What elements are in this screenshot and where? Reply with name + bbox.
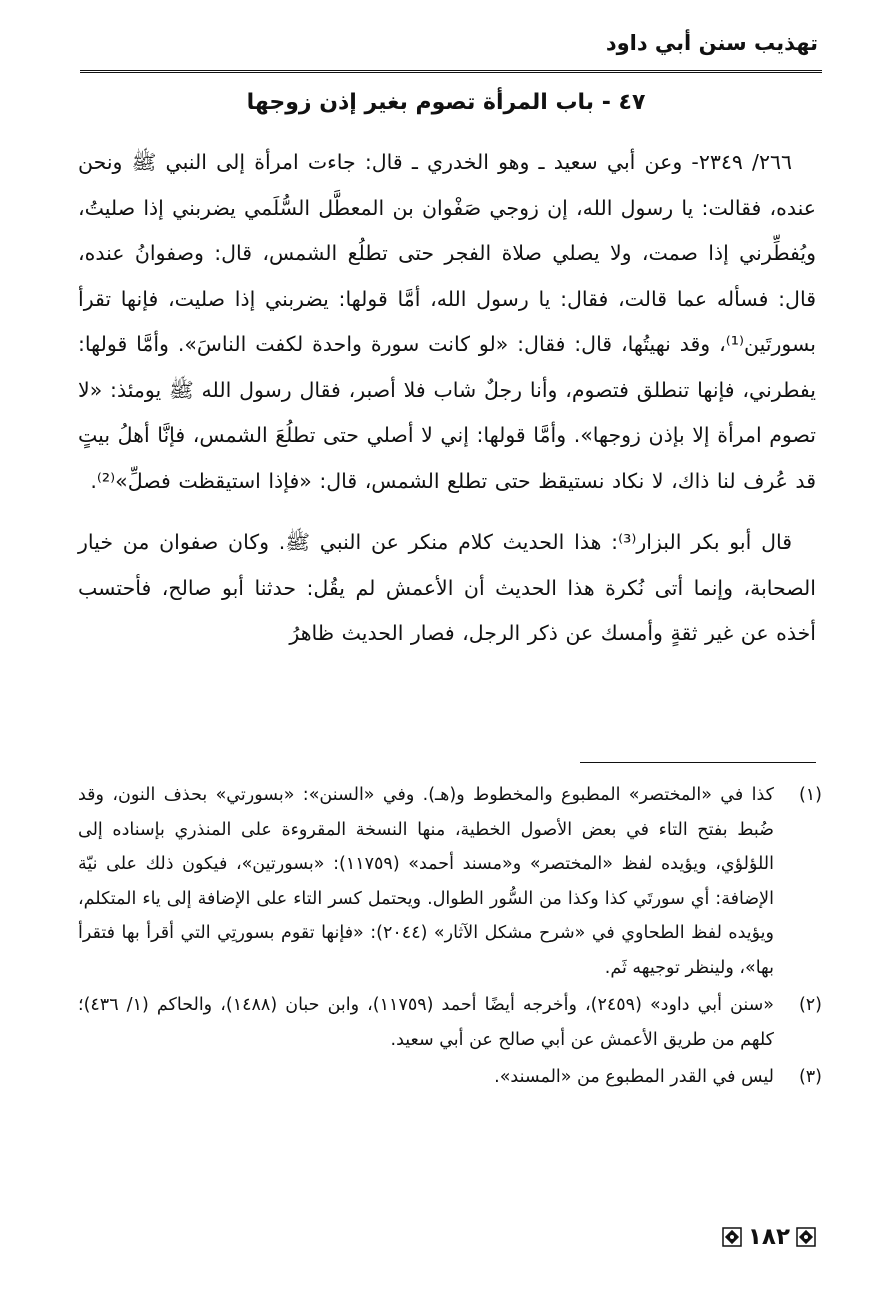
- ornament-icon: [722, 1227, 742, 1247]
- page-folio: [722, 1222, 816, 1252]
- commentary-paragraph: قال أبو بكر البزار⁽³⁾: هذا الحديث كلام منكر عن النبي ﷺ. وكان صفوان من خيار الصحابة، وإنما أتى نُكرة هذا الحديث أن الأعمش لم يقُل: حدثنا أبو صالح، فأحتسب أخذه عن غير ثقةٍ وأمسك عن ذكر الرجل، فصار الحديث ظاهرُ: [78, 530, 816, 645]
- hadith-paragraph: ٢٦٦/ ٢٣٤٩- وعن أبي سعيد ـ وهو الخدري ـ قال: جاءت امرأة إلى النبي ﷺ ونحن عنده، فقالت: يا رسول الله، إن زوجي صَفْوان بن المعطَّل السُّلَمي يضربني إذا صليتُ، ويُفطِّرني إذا صمت، ولا يصلي صلاة الفجر حتى تطلُع الشمس، قال: وصفوانُ عنده، قال: فسأله عما قالت، فقال: يا رسول الله، أمَّا قولها: يضربني إذا صليت، فإنها تقرأ بسورتَين⁽¹⁾، وقد نهيتُها، قال: فقال: «لو كانت سورة واحدة لكفت الناسَ». وأمَّا قولها: يفطرني، فإنها تنطلق فتصوم، وأنا رجلٌ شاب فلا أصبر، فقال رسول الله ﷺ يومئذ: «لا تصوم امرأة إلا بإذن زوجها». وأمَّا قولها: إني لا أصلي حتى تطلُعَ الشمس، فإنَّا أهلُ بيتٍ قد عُرف لنا ذاك، لا نكاد نستيقظ حتى تطلع الشمس، قال: «فإذا استيقظت فصلِّ»⁽²⁾.: [78, 150, 816, 493]
- footnote-3: [78, 1060, 822, 1095]
- footnote-number: (٢): [798, 995, 822, 1015]
- footnote-text: «سنن أبي داود» (٢٤٥٩)، وأخرجه أيضًا أحمد (١١٧٥٩)، وابن حبان (١٤٨٨)، والحاكم (١/ ٤٣٦)؛ كلهم من طريق الأعمش عن أبي صالح عن أبي سعيد.: [78, 995, 775, 1050]
- header-rule: [80, 70, 822, 73]
- footnote-2: [78, 988, 822, 1057]
- main-text: [78, 140, 816, 657]
- chapter-heading: ٤٧ - باب المرأة تصوم بغير إذن زوجها: [246, 90, 646, 115]
- footnotes: [78, 778, 822, 1095]
- footnote-rule: [580, 762, 816, 763]
- footnote-number: (١): [798, 785, 822, 805]
- page-number: ١٨٢: [747, 1224, 790, 1250]
- ornament-icon: [796, 1227, 816, 1247]
- footnote-1: [78, 778, 822, 985]
- footnote-text: ليس في القدر المطبوع من «المسند».: [494, 1067, 774, 1087]
- footnote-number: (٣): [798, 1067, 822, 1087]
- footnote-text: كذا في «المختصر» المطبوع والمخطوط و(هـ). وفي «السنن»: «بسورتي» بحذف النون، وقد ضُبط بفتح التاء في بعض الأصول الخطية، منها النسخة المقروءة على المنذري بإسناده إلى اللؤلؤي، ويؤيده لفظ «المختصر» و«مسند أحمد» (١١٧٥٩): «بسورتين»، فيكون ذلك على نيّة الإضافة: أي سورتَي كذا وكذا من السُّور الطوال. ويحتمل كسر التاء على الإضافة إلى ياء المتكلم، ويؤيده لفظ الطحاوي في «شرح مشكل الآثار» (٢٠٤٤): «فإنها تقوم بسورتِي التي أقرأ بها فتقرأ بها»، ولينظر توجيهه ثَم.: [78, 785, 774, 978]
- running-head-title: تهذيب سنن أبي داود: [605, 31, 818, 55]
